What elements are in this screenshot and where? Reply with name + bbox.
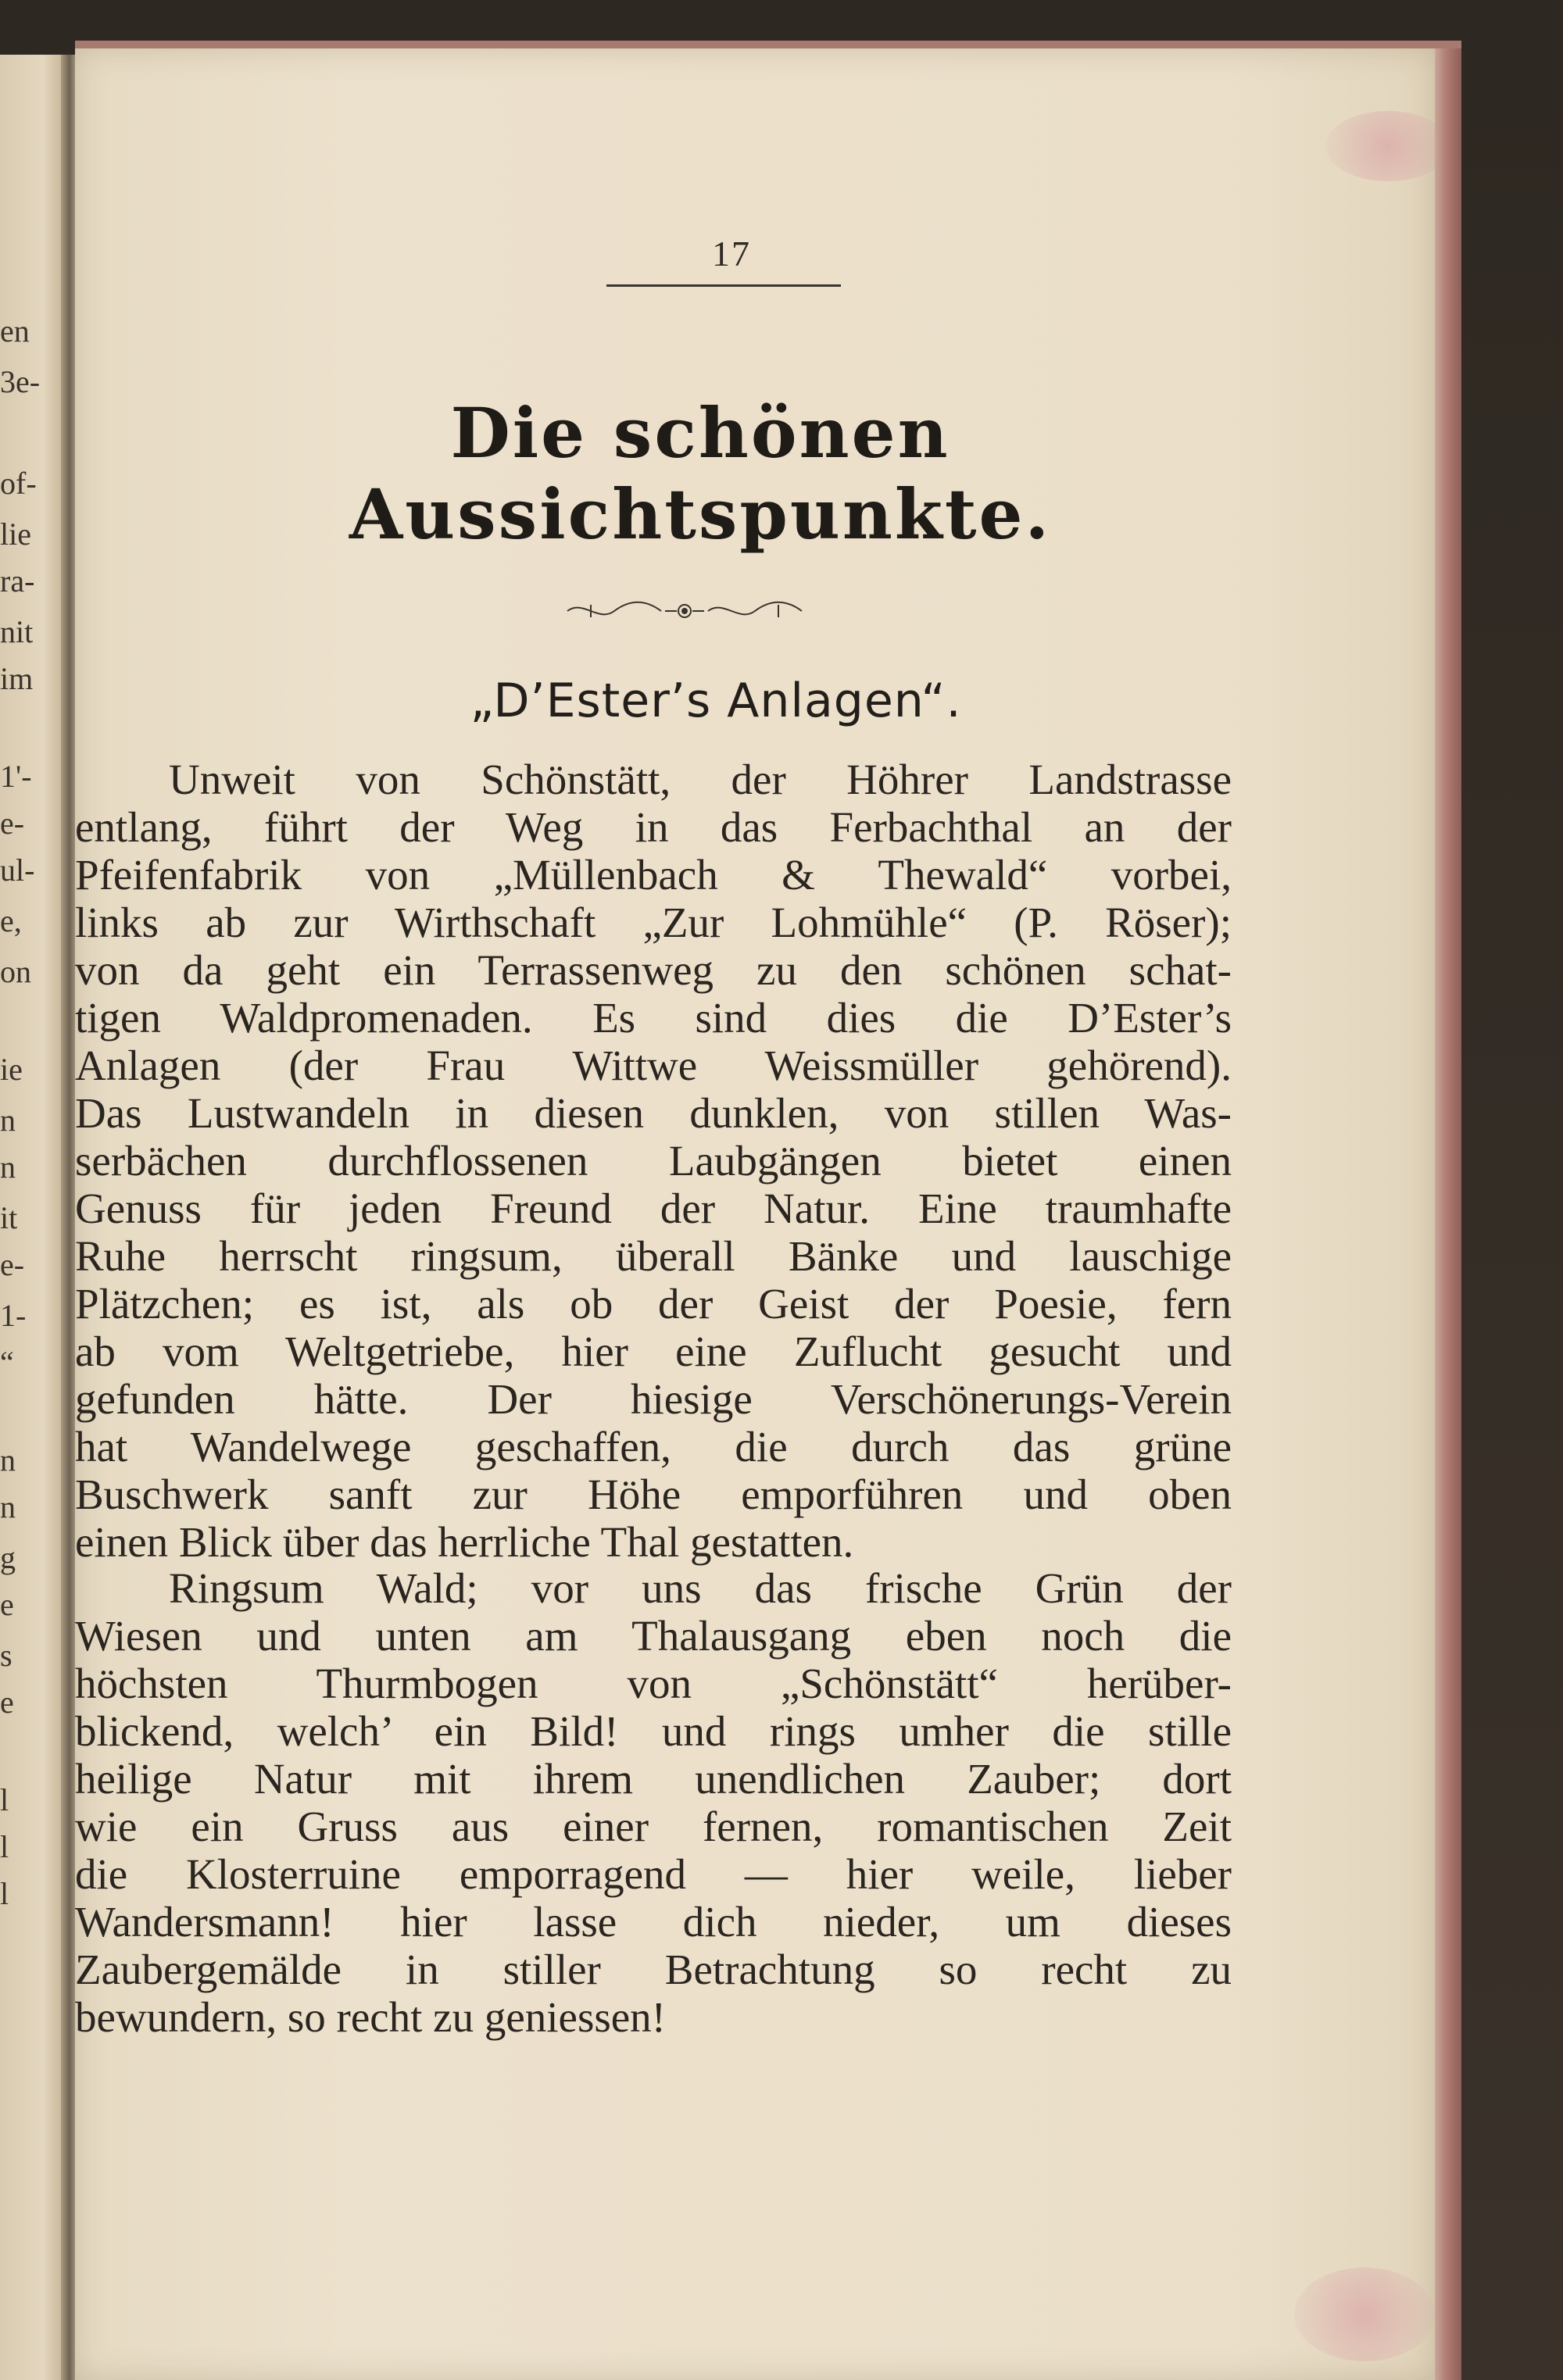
- section-title: Die schönen Aussichtspunkte.: [349, 392, 1052, 555]
- text-line: Anlagen (der Frau Wittwe Weissmüller gehörend).: [75, 1042, 1232, 1089]
- text-line: von da geht ein Terrassenweg zu den schönen schat-: [75, 946, 1232, 994]
- pink-smudge: [1294, 2267, 1435, 2361]
- text-line: Genuss für jeden Freund der Natur. Eine traumhafte: [75, 1185, 1232, 1232]
- text-line: Buschwerk sanft zur Höhe emporführen und oben: [75, 1471, 1232, 1518]
- text-line: Plätzchen; es ist, als ob der Geist der Poesie, fern: [75, 1280, 1232, 1328]
- text-line: blickend, welch’ ein Bild! und rings umher die stille: [75, 1707, 1232, 1755]
- text-line: tigen Waldpromenaden. Es sind dies die D’Ester’s: [75, 994, 1232, 1042]
- text-line: ab vom Weltgetriebe, hier eine Zuflucht gesucht und: [75, 1328, 1232, 1375]
- left-page-fragment: of-: [0, 466, 37, 501]
- text-line: einen Blick über das herrliche Thal gestatten.: [75, 1518, 854, 1566]
- left-page-fragment: im: [0, 661, 34, 696]
- text-line: hat Wandelwege geschaffen, die durch das grüne: [75, 1423, 1232, 1471]
- paragraph-1: [75, 756, 1232, 1566]
- text-line: Zaubergemälde in stiller Betrachtung so recht zu: [75, 1946, 1232, 1993]
- text-line: Das Lustwandeln in diesen dunklen, von stillen Was-: [75, 1089, 1232, 1137]
- left-page-fragment: n: [0, 1149, 16, 1185]
- subtitle: „D’Ester’s Anlagen“.: [470, 674, 962, 728]
- text-line: Wiesen und unten am Thalausgang eben noch die: [75, 1612, 1232, 1660]
- text-line: wie ein Gruss aus einer fernen, romantischen Zeit: [75, 1803, 1232, 1850]
- left-page-fragment: en: [0, 313, 30, 348]
- text-line: gefunden hätte. Der hiesige Verschönerungs-Verein: [75, 1375, 1232, 1423]
- left-facing-page: [0, 55, 61, 2380]
- text-line: serbächen durchflossenen Laubgängen bietet einen: [75, 1137, 1232, 1185]
- left-page-fragment: “: [0, 1345, 14, 1380]
- left-page-fragment: e-: [0, 1247, 25, 1282]
- text-line: höchsten Thurmbogen von „Schönstätt“ herüber-: [75, 1660, 1232, 1707]
- text-line: Pfeifenfabrik von „Müllenbach & Thewald“ vorbei,: [75, 851, 1232, 899]
- left-page-fragment: lie: [0, 516, 31, 552]
- page-number-rule: [606, 284, 841, 287]
- paragraph-2: [75, 1564, 1232, 2041]
- left-page-fragment: n: [0, 1489, 16, 1524]
- text-line: Ruhe herrscht ringsum, überall Bänke und lauschige: [75, 1232, 1232, 1280]
- left-page-fragment: l: [0, 1829, 9, 1864]
- text-line: links ab zur Wirthschaft „Zur Lohmühle“ (P. Röser);: [75, 899, 1232, 946]
- left-page-fragment: ra-: [0, 563, 35, 599]
- left-page-fragment: s: [0, 1638, 13, 1673]
- page-number: 17: [712, 234, 751, 273]
- left-page-fragment: l: [0, 1782, 9, 1817]
- left-page-fragment: n: [0, 1442, 16, 1478]
- left-page-fragment: on: [0, 954, 31, 989]
- ornament-divider: [560, 595, 810, 627]
- left-page-fragment: e: [0, 1685, 14, 1720]
- book-page: [75, 48, 1435, 2380]
- left-page-fragment: e-: [0, 806, 25, 841]
- left-page-fragment: 3e-: [0, 364, 41, 399]
- left-page-fragment: n: [0, 1102, 16, 1138]
- left-page-fragment: e,: [0, 903, 22, 938]
- left-page-fragment: ie: [0, 1052, 23, 1087]
- text-line: Unweit von Schönstätt, der Höhrer Landstrasse: [169, 756, 1232, 803]
- pink-smudge: [1325, 111, 1450, 181]
- text-line: Ringsum Wald; vor uns das frische Grün der: [169, 1564, 1232, 1612]
- left-page-fragment: g: [0, 1540, 16, 1575]
- left-page-fragment: nit: [0, 614, 34, 649]
- page-edge: [1435, 48, 1461, 2380]
- left-page-fragment: e: [0, 1587, 14, 1622]
- left-page-fragment: l: [0, 1876, 9, 1911]
- text-line: bewundern, so recht zu geniessen!: [75, 1993, 666, 2041]
- text-line: entlang, führt der Weg in das Ferbachthal an der: [75, 803, 1232, 851]
- text-line: heilige Natur mit ihrem unendlichen Zauber; dort: [75, 1755, 1232, 1803]
- text-line: Wandersmann! hier lasse dich nieder, um dieses: [75, 1898, 1232, 1946]
- text-line: die Klosterruine emporragend — hier weile, lieber: [75, 1850, 1232, 1898]
- left-page-fragment: 1'-: [0, 759, 32, 794]
- left-page-fragment: ul-: [0, 852, 35, 888]
- left-page-fragment: it: [0, 1200, 18, 1235]
- left-page-fragment: 1-: [0, 1298, 27, 1333]
